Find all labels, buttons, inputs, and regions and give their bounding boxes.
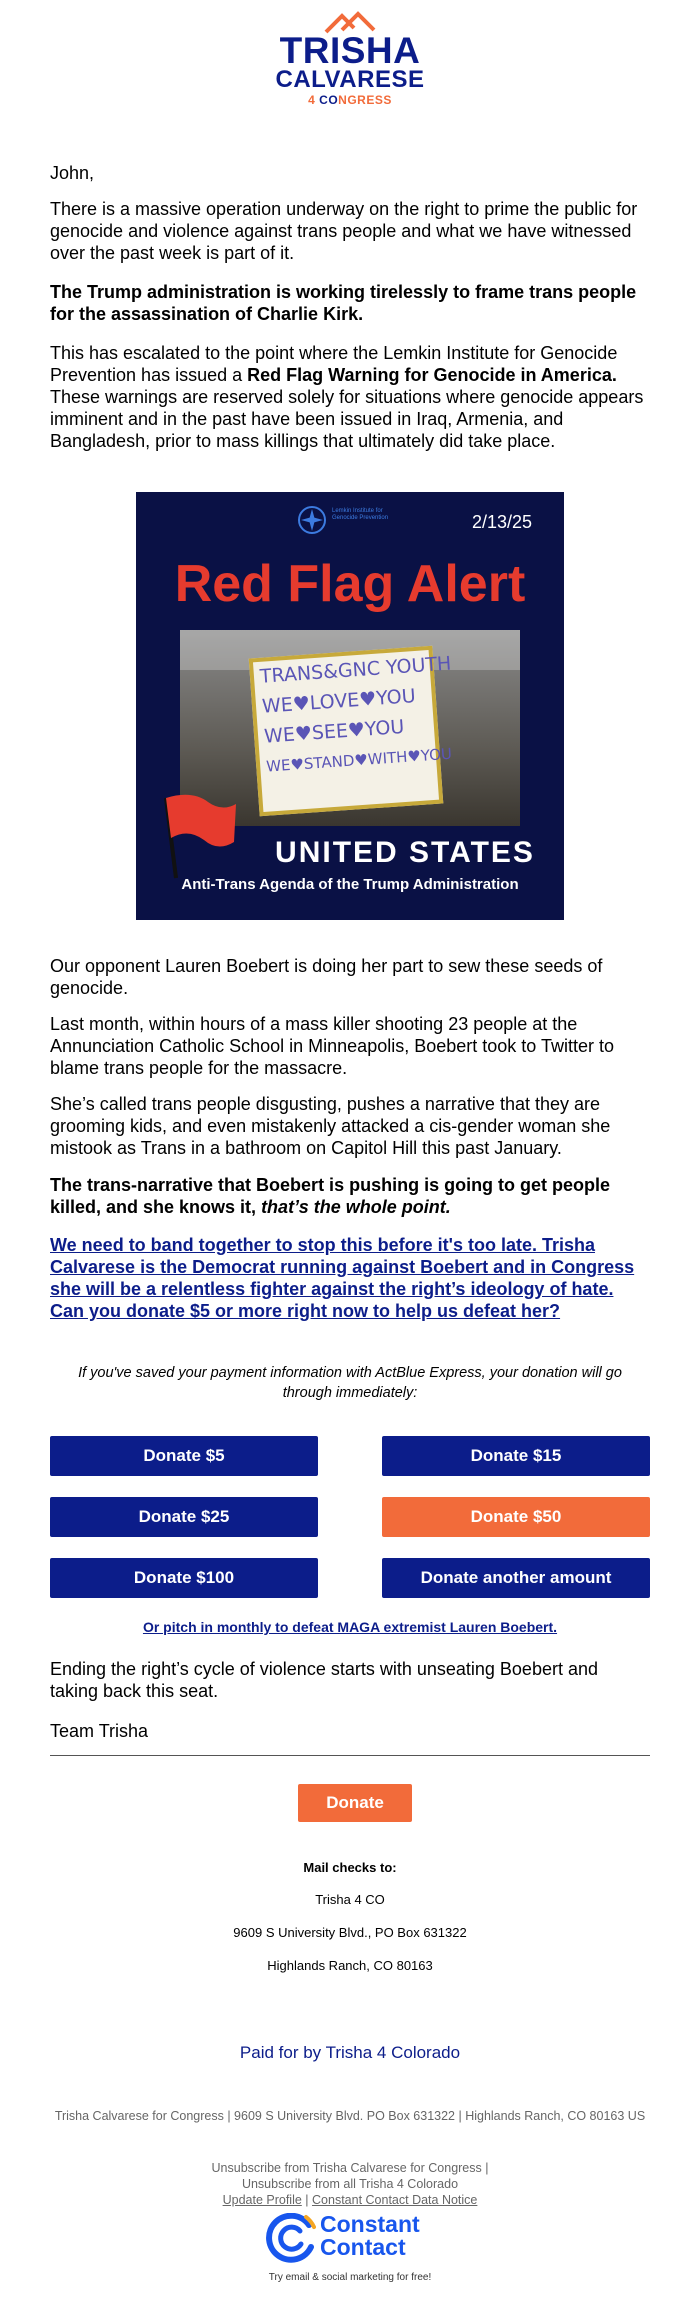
link-separator: | [301,2193,313,2207]
red-flag-icon [162,792,242,882]
sign-line-4: WE♥STAND♥WITH♥YOU [265,744,453,776]
constant-contact-logo[interactable] [266,2213,446,2267]
cta-paragraph [50,1234,650,1322]
protest-sign [249,646,453,816]
donate-50-button[interactable]: Donate $50 [382,1497,650,1537]
sign-line-2: WE♥LOVE♥YOU [261,685,417,718]
donate-button[interactable]: Donate [298,1784,412,1822]
update-profile-link[interactable]: Update Profile [222,2193,302,2207]
constant-contact-name [320,2213,420,2259]
mail-address-line-3: Highlands Ranch, CO 80163 [267,1958,433,1973]
donate-15-button[interactable]: Donate $15 [382,1436,650,1476]
paragraph-7-italic: that’s the whole point. [261,1197,451,1217]
donate-5-button[interactable]: Donate $5 [50,1436,318,1476]
donate-cta-link[interactable]: We need to band together to stop this before it's too late. Trisha Calvarese is the Democrat running against Boebert and in Congress she will be a relentless fighter against the right’s ideology of hate. Can you donate $5 or more right now to help us defeat her? [50,1235,635,1321]
logo-tagline [0,92,700,108]
lemkin-institute-name [332,508,388,522]
mail-checks-heading: Mail checks to: [303,1860,397,1875]
poster-title: Red Flag Alert [174,555,526,613]
poster-subtitle: Anti-Trans Agenda of the Trump Administration [181,876,519,893]
poster-country: UNITED STATES [275,836,535,869]
paragraph-7 [50,1174,650,1218]
donate-25-button[interactable]: Donate $25 [50,1497,318,1537]
unsubscribe-all-link[interactable]: Unsubscribe from all Trisha 4 Colorado [241,2177,459,2191]
donate-100-button[interactable]: Donate $100 [50,1558,318,1598]
unsubscribe-campaign-link[interactable]: Unsubscribe from Trisha Calvarese for Congress | [211,2161,489,2175]
paragraph-2: The Trump administration is working tirelessly to frame trans people for the assassination of Charlie Kirk. [50,282,637,324]
mail-address-line-2: 9609 S University Blvd., PO Box 631322 [233,1925,467,1940]
logo-last-name: CALVARESE [275,66,425,93]
paragraph-1: There is a massive operation underway on the right to prime the public for genocide and violence against trans people and what we have witnessed over the past week is part of it. [50,199,638,263]
cc-name-line-1: Constant [320,2211,420,2237]
paid-for-by: Paid for by Trisha 4 Colorado [239,2043,461,2062]
lemkin-name-line-1: Lemkin Institute for [332,508,383,514]
paragraph-3-rest: These warnings are reserved solely for situations where genocide appears imminent and in the past have been issued in Iraq, Armenia, and Bangladesh, prior to mass killings that ultimately did take place. [50,387,644,451]
logo-tagline-co: CO [319,93,339,107]
data-notice-link[interactable]: Constant Contact Data Notice [312,2193,478,2207]
sign-line-3: WE♥SEE♥YOU [263,715,405,748]
unsubscribe-block [50,2160,650,2208]
paragraph-7-text: The trans-narrative that Boebert is pushing is going to get people killed, and she knows it, [50,1175,611,1217]
campaign-logo [0,8,700,108]
donate-other-amount-button[interactable]: Donate another amount [382,1558,650,1598]
profile-links [50,2192,650,2208]
paragraph-3-bold: Red Flag Warning for Genocide in America. [247,365,617,385]
constant-contact-tagline[interactable]: Try email & social marketing for free! [268,2272,432,2283]
constant-contact-icon [266,2213,316,2263]
logo-tagline-prefix: 4 [308,93,320,107]
actblue-express-note: If you've saved your payment information with ActBlue Express, your donation will go through immediately: [78,1365,622,1401]
greeting: John, [50,163,95,183]
lemkin-name-line-2: Genocide Prevention [332,515,389,521]
signoff: Team Trisha [50,1721,149,1741]
monthly-pitch-link[interactable]: Or pitch in monthly to defeat MAGA extremist Lauren Boebert. [142,1619,558,1635]
paragraph-5: Last month, within hours of a mass killer shooting 23 people at the Annunciation Catholic School in Minneapolis, Boebert took to Twitter to blame trans people for the massacre. [50,1014,614,1078]
logo-tagline-rest: NGRESS [338,93,392,107]
closing-paragraph: Ending the right’s cycle of violence starts with unseating Boebert and taking back this seat. [50,1659,598,1701]
divider [50,1755,650,1756]
paragraph-3 [50,342,650,452]
organization-address: Trisha Calvarese for Congress | 9609 S University Blvd. PO Box 631322 | Highlands Ranch, CO 80163 US [54,2109,646,2123]
paragraph-4: Our opponent Lauren Boebert is doing her part to sew these seeds of genocide. [50,956,603,998]
logo-first-name: TRISHA [279,30,421,71]
mail-address-line-1: Trisha 4 CO [315,1892,385,1907]
poster-date: 2/13/25 [471,512,532,532]
paragraph-3-text: This has escalated to the point where the Lemkin Institute for Genocide Prevention has issued a [50,343,618,385]
red-flag-alert-image [136,492,564,920]
cc-name-line-2: Contact [320,2234,406,2260]
paragraph-6: She’s called trans people disgusting, pushes a narrative that they are grooming kids, and even mistakenly attacked a cis-gender woman she mistook as Trans in a bathroom on Capitol Hill this past January. [50,1094,611,1158]
sign-line-1: TRANS&GNC YOUTH [259,652,453,688]
